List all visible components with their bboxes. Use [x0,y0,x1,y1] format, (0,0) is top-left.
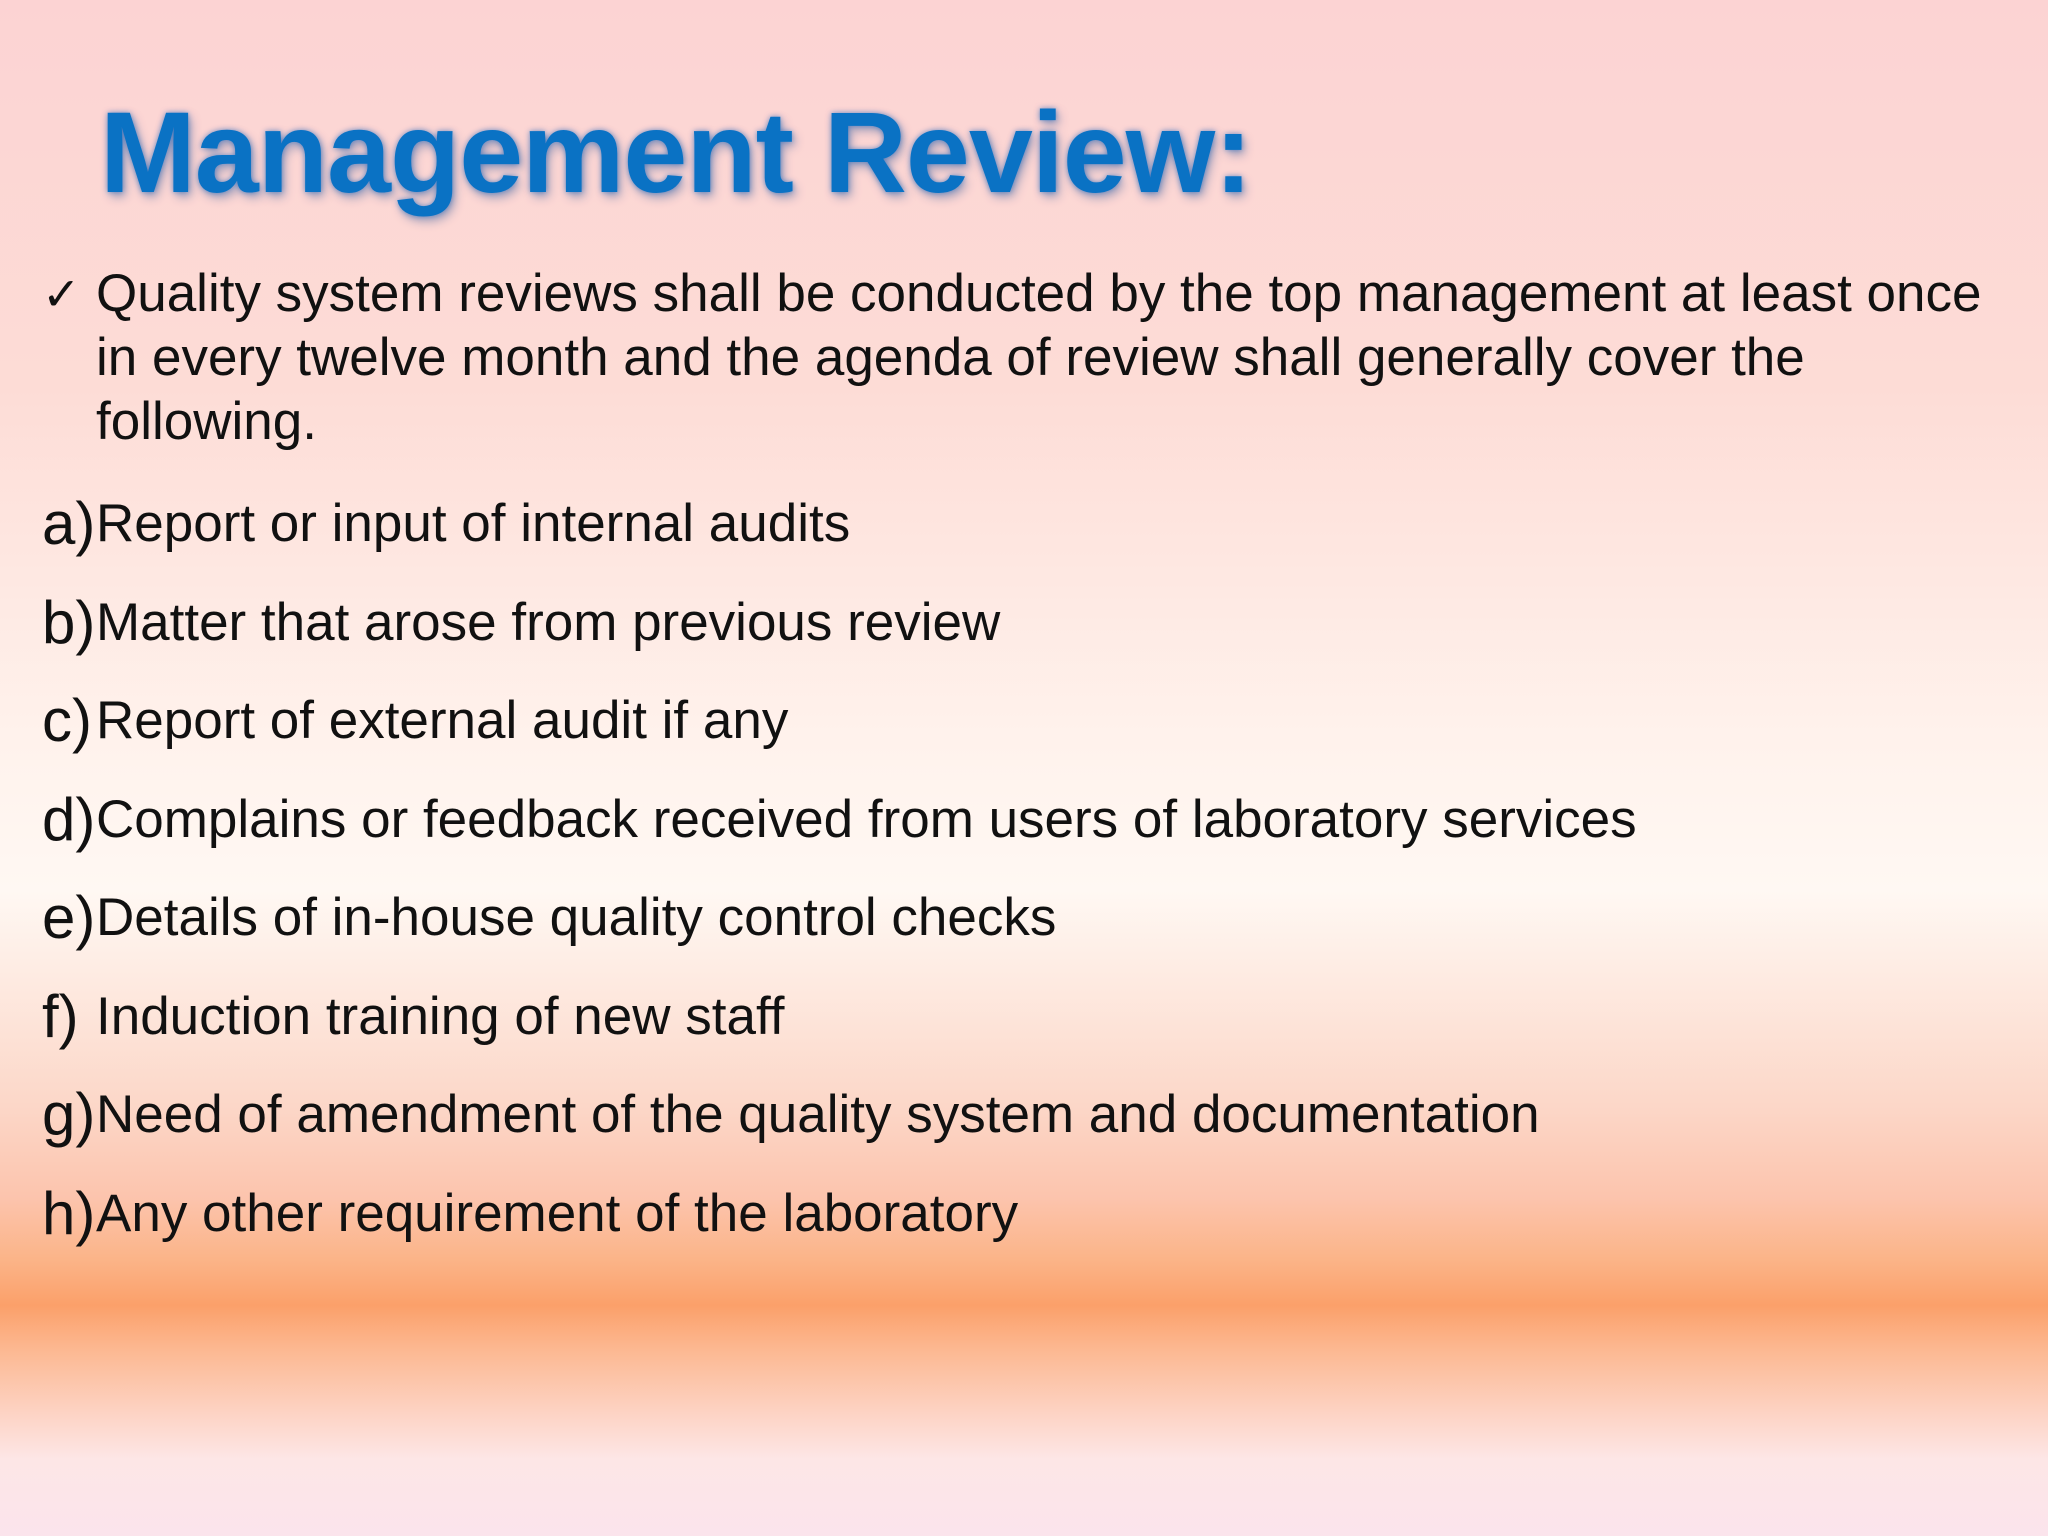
agenda-item-a [42,492,1637,591]
item-marker: d) [42,785,96,853]
item-text: Report or input of internal audits [96,494,851,553]
slide-title: Management Review: [100,89,1252,217]
agenda-item-b [42,588,1637,690]
item-text: Any other requirement of the laboratory [96,1183,1019,1243]
item-marker: e) [42,884,96,951]
item-marker: g) [42,1081,96,1148]
item-marker: b) [42,588,96,656]
intro-text: Quality system reviews shall be conducted by the top management at least once in every twelve month and the agenda of review shall generally cover the following. [96,264,1982,451]
checkmark-icon: ✓ [42,268,81,320]
item-marker: h) [42,1179,96,1247]
item-marker: a) [42,490,96,557]
intro-bullet [42,262,1982,454]
item-text: Induction training of new staff [96,986,785,1046]
agenda-item-e [42,886,1637,985]
item-text: Details of in-house quality control checks [96,888,1057,947]
agenda-item-h [42,1179,1637,1281]
agenda-list [42,492,1637,1280]
item-text: Matter that arose from previous review [96,592,1001,652]
item-text: Need of amendment of the quality system and documentation [96,1085,1540,1144]
item-marker: c) [42,687,92,754]
item-marker: f) [42,982,79,1050]
agenda-item-d [42,785,1637,887]
agenda-item-g [42,1083,1637,1182]
agenda-item-f [42,982,1637,1084]
item-text: Complains or feedback received from users of laboratory services [96,789,1637,849]
item-text: Report of external audit if any [96,691,789,750]
agenda-item-c [42,689,1637,788]
